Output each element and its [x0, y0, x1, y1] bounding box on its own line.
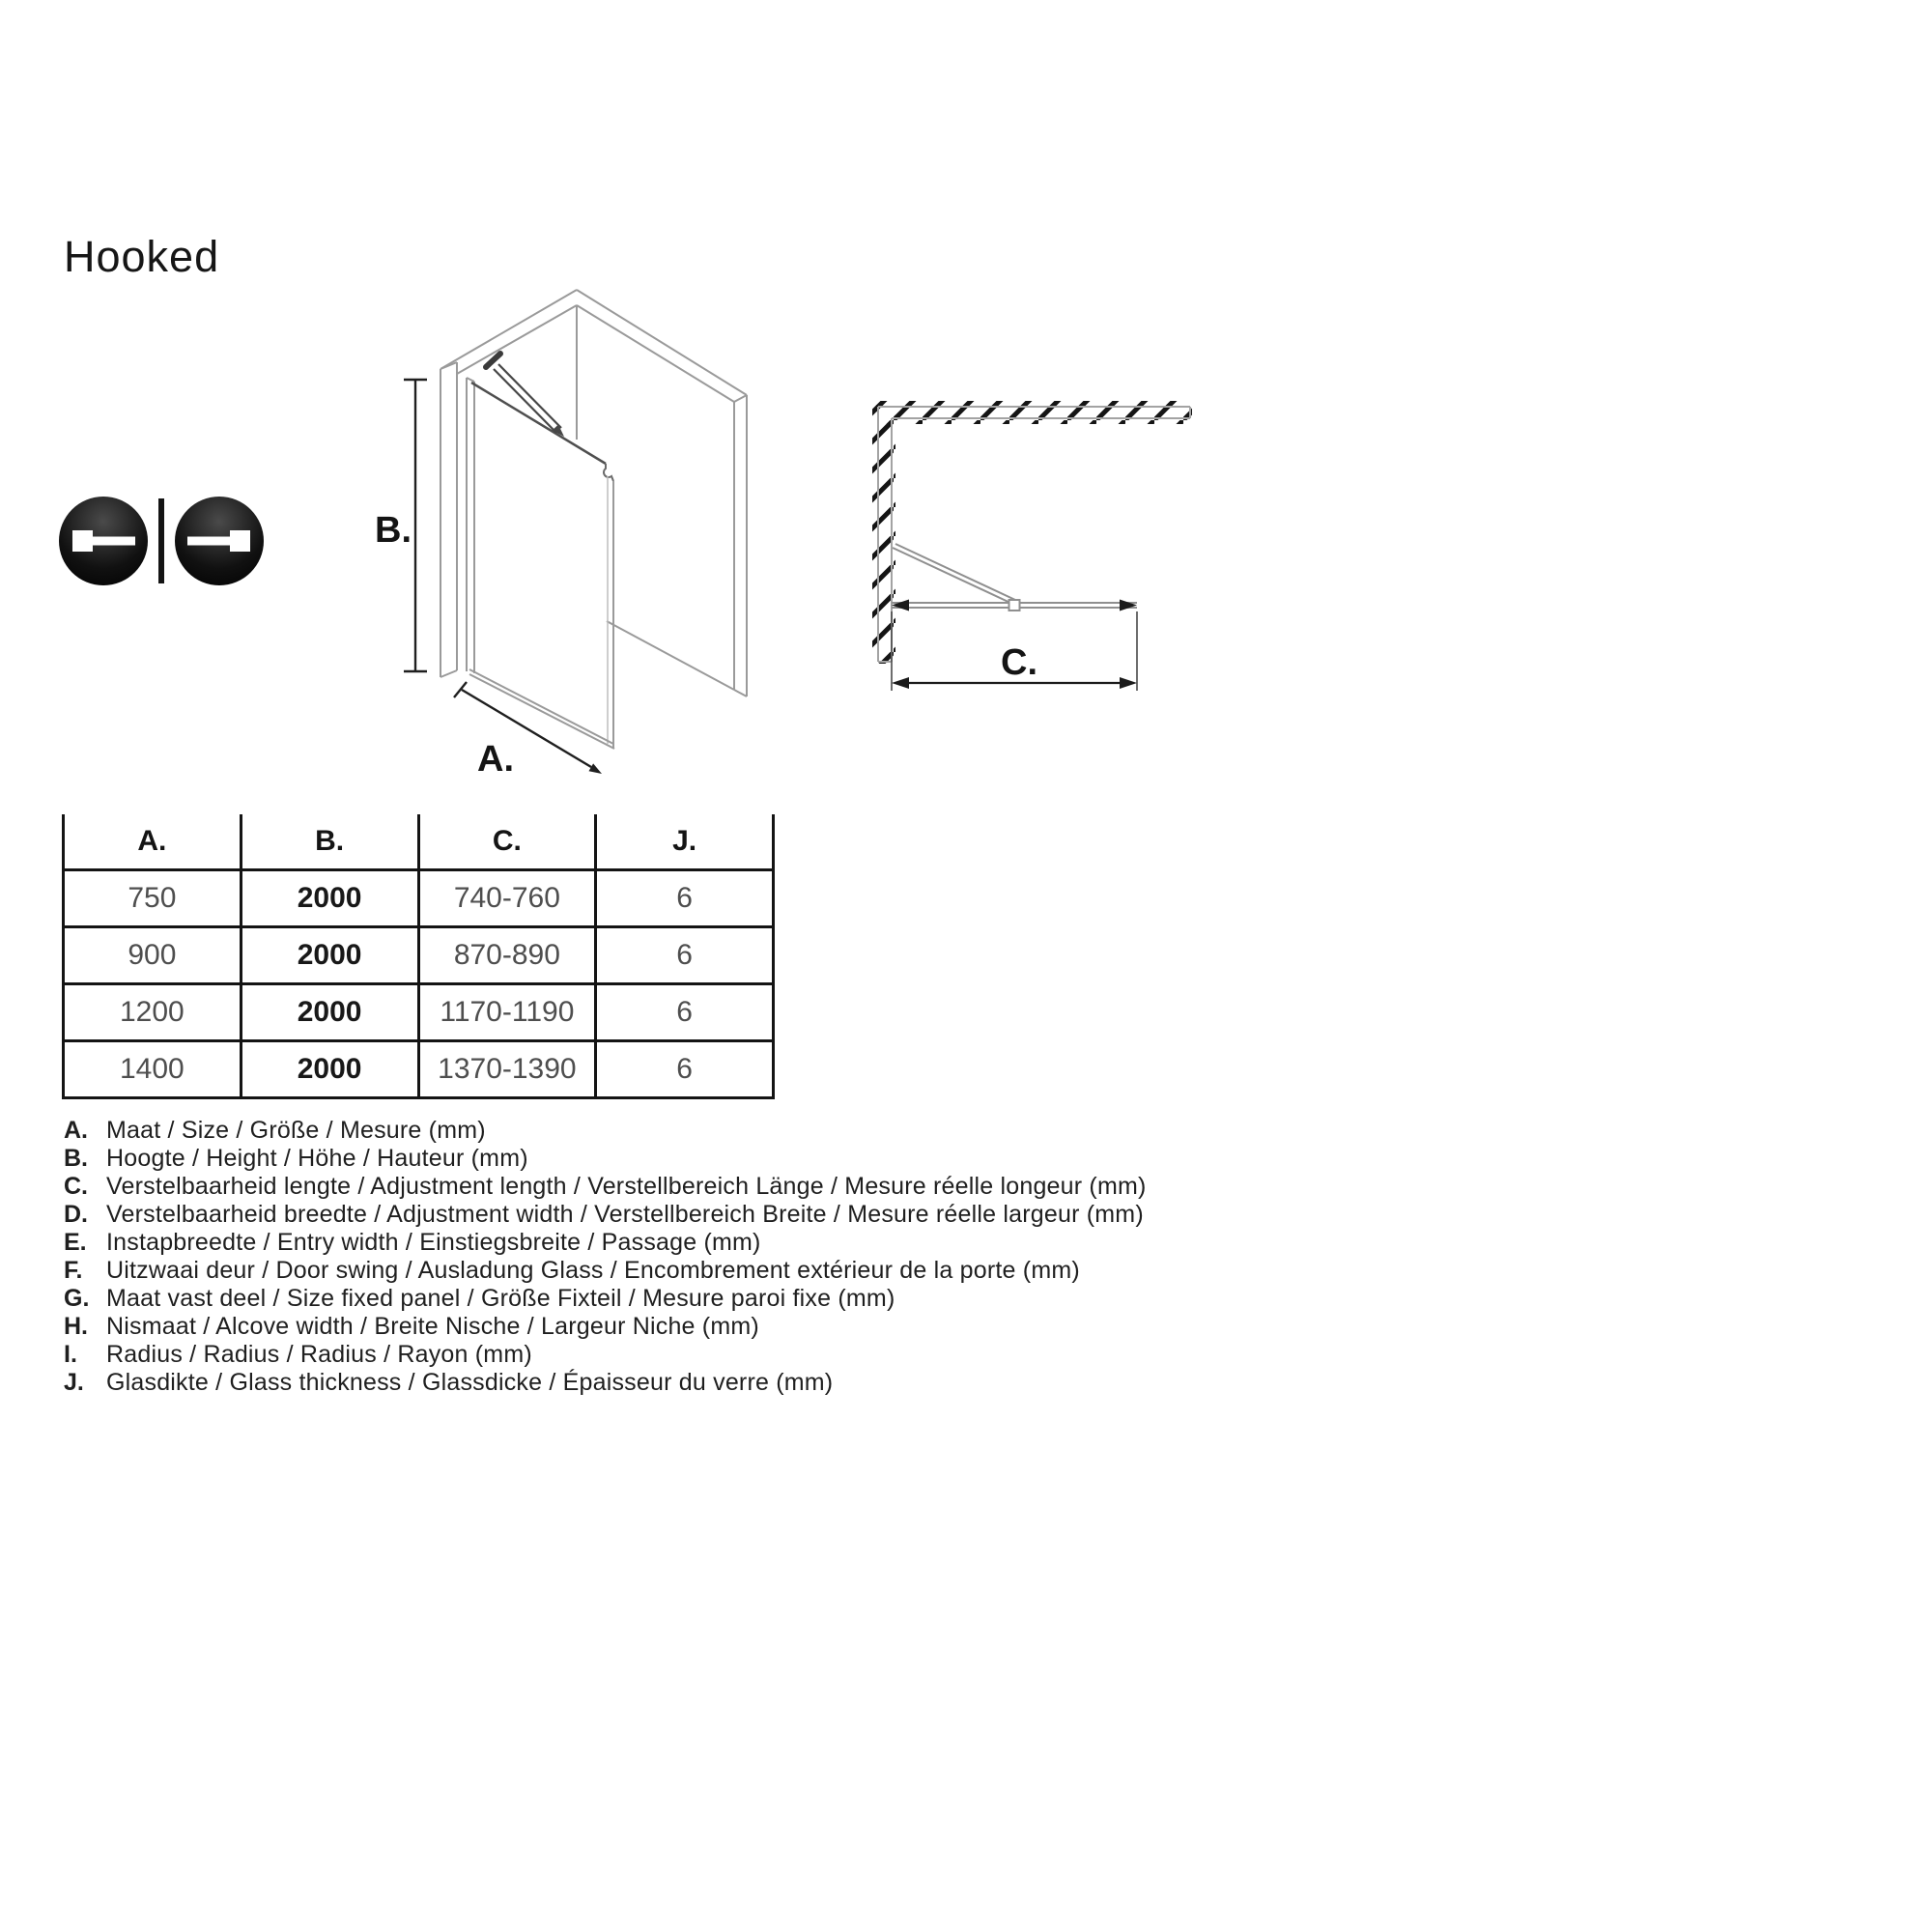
dimension-a-arrowhead — [589, 763, 603, 774]
cell: 2000 — [241, 1041, 418, 1098]
glass-panel-top — [892, 600, 1137, 611]
cell: 6 — [596, 870, 774, 927]
col-header-c: C. — [418, 814, 596, 870]
dimension-a — [454, 682, 602, 774]
legend-key: G. — [64, 1285, 90, 1312]
cell: 1200 — [64, 984, 242, 1041]
cell: 2000 — [241, 984, 418, 1041]
legend-key: E. — [64, 1229, 87, 1256]
legend-key: J. — [64, 1369, 84, 1396]
legend-text: Nismaat / Alcove width / Breite Nische / Largeur Niche (mm) — [106, 1313, 759, 1340]
dimension-c-left-arrowhead — [892, 677, 909, 689]
cell: 1400 — [64, 1041, 242, 1098]
stabilizer-bar-top — [893, 544, 1015, 604]
legend-item — [64, 1369, 1532, 1397]
top-view-diagram — [865, 391, 1208, 700]
legend-item — [64, 1285, 1532, 1313]
cell: 740-760 — [418, 870, 596, 927]
product-title: Hooked — [64, 232, 220, 281]
legend-item — [64, 1173, 1532, 1201]
cell: 870-890 — [418, 927, 596, 984]
legend-key: F. — [64, 1257, 83, 1284]
cell: 6 — [596, 927, 774, 984]
handle-block — [72, 530, 93, 552]
table-row — [64, 870, 774, 927]
table-header-row — [64, 814, 774, 870]
dimension-label-c: C. — [1001, 642, 1037, 683]
legend-item — [64, 1341, 1532, 1369]
dimension-c-right-arrowhead — [1120, 677, 1137, 689]
legend-text: Verstelbaarheid lengte / Adjustment length / Verstellbereich Länge / Mesure réelle longeur (mm) — [106, 1173, 1147, 1200]
cell: 2000 — [241, 870, 418, 927]
table-row — [64, 1041, 774, 1098]
legend-key: C. — [64, 1173, 88, 1200]
dimension-label-b: B. — [375, 510, 412, 551]
wall-hatching — [872, 401, 1192, 664]
glass-panel-orientation-right-icon — [175, 497, 264, 585]
cell: 900 — [64, 927, 242, 984]
wall-outlines — [878, 407, 1190, 662]
stabilizer-bar — [486, 354, 564, 437]
bar-connector — [1009, 600, 1020, 611]
icon-divider — [158, 498, 164, 583]
cell: 750 — [64, 870, 242, 927]
legend-text: Verstelbaarheid breedte / Adjustment width / Verstellbereich Breite / Mesure réelle largeur (mm) — [106, 1201, 1144, 1228]
table-row — [64, 927, 774, 984]
legend-text: Maat / Size / Größe / Mesure (mm) — [106, 1117, 486, 1144]
legend-item — [64, 1145, 1532, 1173]
handle-block — [230, 530, 250, 552]
col-header-a: A. — [64, 814, 242, 870]
legend-key: H. — [64, 1313, 88, 1340]
table-row — [64, 984, 774, 1041]
legend-item — [64, 1117, 1532, 1145]
legend-key: I. — [64, 1341, 77, 1368]
legend-item — [64, 1201, 1532, 1229]
legend-text: Hoogte / Height / Höhe / Hauteur (mm) — [106, 1145, 528, 1172]
legend-text: Uitzwaai deur / Door swing / Ausladung Glass / Encombrement extérieur de la porte (mm) — [106, 1257, 1080, 1284]
cell: 6 — [596, 1041, 774, 1098]
legend-item — [64, 1229, 1532, 1257]
cell: 2000 — [241, 927, 418, 984]
legend-text: Instapbreedte / Entry width / Einstiegsbreite / Passage (mm) — [106, 1229, 761, 1256]
legend-key: A. — [64, 1117, 88, 1144]
legend-item — [64, 1257, 1532, 1285]
legend-key: D. — [64, 1201, 88, 1228]
legend-item — [64, 1313, 1532, 1341]
cell: 6 — [596, 984, 774, 1041]
dimensions-table — [62, 814, 775, 1099]
dimension-legend — [64, 1117, 1532, 1397]
isometric-diagram — [367, 217, 782, 811]
walls-and-rails — [440, 290, 747, 696]
cell: 1370-1390 — [418, 1041, 596, 1098]
legend-key: B. — [64, 1145, 88, 1172]
col-header-b: B. — [241, 814, 418, 870]
legend-text: Glasdikte / Glass thickness / Glassdicke / Épaisseur du verre (mm) — [106, 1369, 834, 1396]
glass-panel-orientation-left-icon — [59, 497, 148, 585]
dimension-label-a: A. — [477, 739, 514, 780]
glass-panel — [467, 378, 614, 749]
legend-text: Radius / Radius / Radius / Rayon (mm) — [106, 1341, 532, 1368]
cell: 1170-1190 — [418, 984, 596, 1041]
col-header-j: J. — [596, 814, 774, 870]
legend-text: Maat vast deel / Size fixed panel / Größe Fixteil / Mesure paroi fixe (mm) — [106, 1285, 895, 1312]
glass-right-arrowhead — [1120, 600, 1137, 611]
orientation-icons — [59, 497, 264, 585]
